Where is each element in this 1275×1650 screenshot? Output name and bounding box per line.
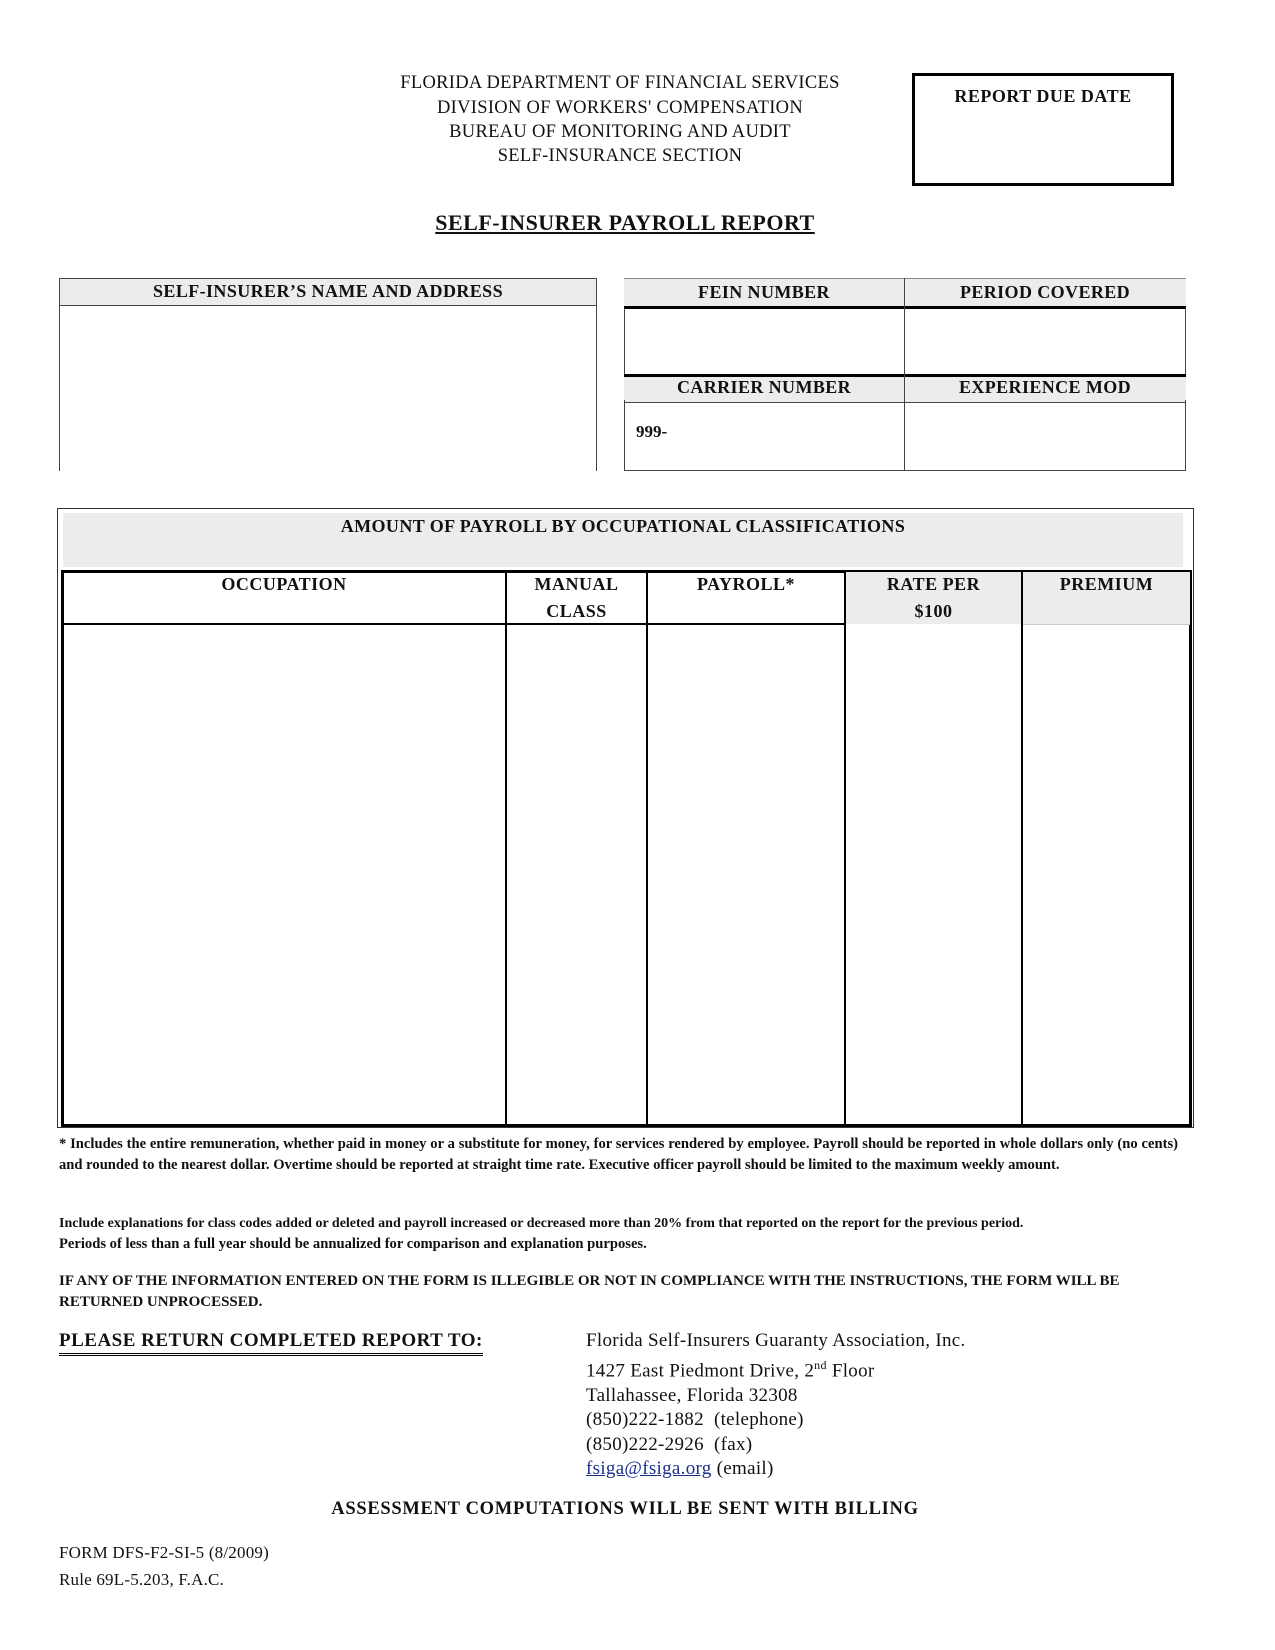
agency-name: FLORIDA DEPARTMENT OF FINANCIAL SERVICES <box>400 73 840 93</box>
explanation-note: Include explanations for class codes added or deleted and payroll increased or decreased more than 20% from that reported on the report for the previous period. <box>59 1216 1024 1231</box>
return-address <box>586 1329 966 1481</box>
rate-entry-area[interactable] <box>846 626 1020 1124</box>
return-email-line: fsiga@fsiga.org (email) <box>586 1457 774 1479</box>
return-to-label: PLEASE RETURN COMPLETED REPORT TO: <box>59 1330 483 1356</box>
carrier-label: CARRIER NUMBER <box>676 377 852 397</box>
col-rate-line1: RATE PER <box>886 574 981 594</box>
return-street: 1427 East Piedmont Drive, 2nd Floor <box>586 1358 875 1382</box>
return-city: Tallahassee, Florida 32308 <box>586 1384 798 1406</box>
manual-class-entry-area[interactable] <box>507 626 645 1124</box>
name-address-box[interactable] <box>59 278 597 471</box>
email-link[interactable]: fsiga@fsiga.org <box>586 1457 712 1479</box>
fein-period-block <box>624 278 1188 470</box>
experience-field[interactable] <box>905 400 1186 471</box>
payroll-section-title: AMOUNT OF PAYROLL BY OCCUPATIONAL CLASSIFICATIONS <box>340 516 906 536</box>
payroll-entry-area[interactable] <box>648 626 843 1124</box>
fein-field[interactable] <box>624 308 905 374</box>
form-id: FORM DFS-F2-SI-5 (8/2009) <box>59 1543 269 1562</box>
return-fax: (850)222-2926 (fax) <box>586 1433 753 1455</box>
col-payroll: PAYROLL* <box>696 574 796 594</box>
report-due-date-box[interactable] <box>912 73 1174 186</box>
col-occupation: OCCUPATION <box>221 574 347 594</box>
fein-label: FEIN NUMBER <box>698 282 830 302</box>
illegible-warning: IF ANY OF THE INFORMATION ENTERED ON THE FORM IS ILLEGIBLE OR NOT IN COMPLIANCE WITH THE INSTRUCTIONS, THE FORM WILL BE RETURNED UNPROCESSED. <box>59 1273 1120 1310</box>
assessment-note: ASSESSMENT COMPUTATIONS WILL BE SENT WITH BILLING <box>331 1499 919 1519</box>
section-name: SELF-INSURANCE SECTION <box>497 146 743 166</box>
occupation-entry-area[interactable] <box>64 626 504 1124</box>
experience-label: EXPERIENCE MOD <box>958 377 1132 397</box>
col-manual-line2: CLASS <box>546 601 607 621</box>
return-phone: (850)222-1882 (telephone) <box>586 1409 804 1431</box>
annualize-note: Periods of less than a full year should be annualized for comparison and explanation purposes. <box>59 1236 647 1252</box>
period-field[interactable] <box>905 308 1186 374</box>
bureau-name: BUREAU OF MONITORING AND AUDIT <box>449 122 791 142</box>
period-label: PERIOD COVERED <box>959 282 1131 302</box>
report-due-date-label: REPORT DUE DATE <box>954 86 1132 106</box>
rule-citation: Rule 69L-5.203, F.A.C. <box>59 1570 225 1589</box>
carrier-value: 999- <box>636 422 668 441</box>
col-manual-class <box>507 571 646 625</box>
division-name: DIVISION OF WORKERS' COMPENSATION <box>437 98 803 118</box>
premium-entry-area[interactable] <box>1023 626 1189 1124</box>
form-title: SELF-INSURER PAYROLL REPORT <box>435 210 815 235</box>
name-address-label: SELF-INSURER’S NAME AND ADDRESS <box>60 279 596 306</box>
payroll-footnote: * Includes the entire remuneration, whether paid in money or a substitute for money, for services rendered by employee. Payroll should be reported in whole dollars only (no cents) and rounded to the nearest dollar. Overtime should be reported at straight time rate. Executive officer payroll should be limited to the maximum weekly amount. <box>59 1136 1178 1173</box>
col-manual-line1: MANUAL <box>534 574 619 594</box>
col-premium: PREMIUM <box>1059 574 1154 594</box>
col-rate-line2: $100 <box>914 601 953 621</box>
return-org: Florida Self-Insurers Guaranty Association, Inc. <box>586 1330 966 1351</box>
carrier-field[interactable] <box>624 400 905 471</box>
col-rate <box>846 571 1021 625</box>
